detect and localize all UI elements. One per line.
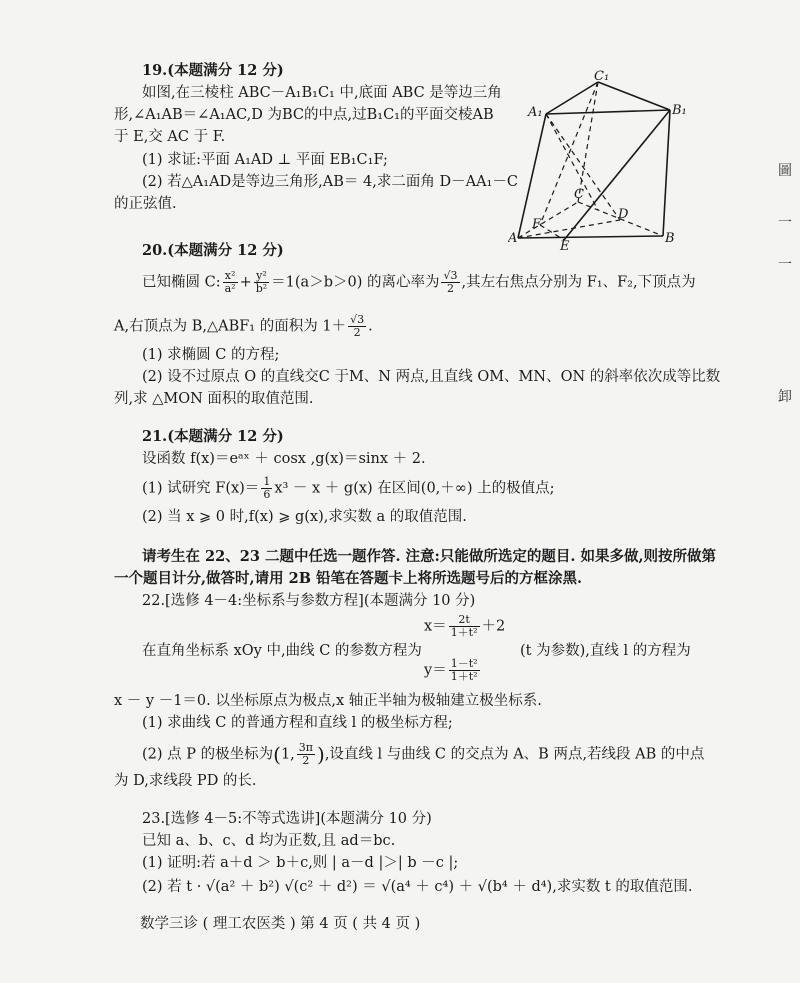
q22-part2-line2: 为 D,求线段 PD 的长. xyxy=(114,773,257,789)
edge-ab xyxy=(518,236,663,238)
q23-part1: (1) 证明:若 a＋d ＞ b＋c,则 | a－d |＞| b －c |; xyxy=(142,855,459,871)
q20-part2a: (2) 设不过原点 O 的直线交C 于M、N 两点,且直线 OM、MN、ON 的斜率依次成等比数 xyxy=(142,369,721,385)
ellipse-y-fraction: $\frac{\text{y²}}{\text{b²}}$ xyxy=(255,269,268,295)
q19-line1: 如图,在三棱柱 ABC－A₁B₁C₁ 中,底面 ABC 是等边三角 xyxy=(142,85,502,101)
q22-x-eq: x＝ $\frac{2t}{\text{1＋t²}}$ ＋2 xyxy=(424,613,506,639)
q22-title: 22.[选修 4－4:坐标系与参数方程](本题满分 10 分) xyxy=(142,593,476,609)
label-f: F xyxy=(532,217,542,232)
q19-part2a: (2) 若△A₁AD是等边三角形,AB＝ 4,求二面角 D－AA₁－C xyxy=(142,174,518,190)
x-param-fraction: $\frac{2t}{\text{1＋t²}}$ xyxy=(450,613,478,639)
q22-part1: (1) 求曲线 C 的普通方程和直线 l 的极坐标方程; xyxy=(142,715,453,731)
notice-line2: 一个题目计分,做答时,请用 2B 铅笔在答题卡上将所选题号后的方框涂黑. xyxy=(114,570,583,587)
eccentricity-fraction: $\frac{√3}{2}$ xyxy=(443,269,458,295)
q20-line1: 已知椭圆 C: $\frac{\text{x²}}{\text{a²}}$ + $\frac{\text{y²}}{\text{b²}}$ ＝1(a＞b＞0) 的离心率为 $\frac{√3}{2}$ ,其左右焦点分别为 F₁、F₂,下顶点为 xyxy=(142,269,696,295)
y-param-fraction: $\frac{\text{1－t²}}{\text{1＋t²}}$ xyxy=(450,657,478,683)
q22-param-note: (t 为参数),直线 l 的方程为 xyxy=(520,643,691,659)
q23-given: 已知 a、b、c、d 均为正数,且 ad＝bc. xyxy=(142,833,396,849)
q21-title: 21.(本题满分 12 分) xyxy=(142,428,284,445)
q19-part1: (1) 求证:平面 A₁AD ⊥ 平面 EB₁C₁F; xyxy=(142,152,388,168)
q20-part1: (1) 求椭圆 C 的方程; xyxy=(142,347,280,363)
q20-part2b: 列,求 △MON 面积的取值范围. xyxy=(114,391,314,407)
page-footer: 数学三诊 ( 理工农医类 ) 第 4 页 ( 共 4 页 ) xyxy=(140,916,421,932)
q19-part2b: 的正弦值. xyxy=(114,196,177,212)
label-c: C xyxy=(574,187,584,202)
label-c1: C₁ xyxy=(594,70,610,84)
q21-part2: (2) 当 x ⩾ 0 时,f(x) ⩾ g(x),求实数 a 的取值范围. xyxy=(142,509,467,525)
edge-c1b1 xyxy=(598,82,670,110)
q19-title: 19.(本题满分 12 分) xyxy=(142,62,284,79)
one-sixth-fraction: $\frac{1}{6}$ xyxy=(263,475,271,501)
label-a1: A₁ xyxy=(528,105,543,120)
q20-title: 20.(本题满分 12 分) xyxy=(142,242,284,259)
prism-diagram xyxy=(508,70,686,250)
area-fraction: $\frac{√3}{2}$ xyxy=(350,313,365,339)
side-mark-4: 卸 xyxy=(778,389,792,405)
side-mark-2: 一 xyxy=(778,215,792,231)
ellipse-x-fraction: $\frac{\text{x²}}{\text{a²}}$ xyxy=(224,269,236,295)
edge-a1b1 xyxy=(546,110,670,114)
q20-l1-pre: 已知椭圆 C: xyxy=(142,274,221,291)
edge-c1f xyxy=(540,82,598,225)
q22-y-eq: y＝ $\frac{\text{1－t²}}{\text{1＋t²}}$ xyxy=(424,657,478,683)
prism-figure xyxy=(508,70,686,250)
label-b: B xyxy=(665,231,675,246)
q19-line3: 于 E,交 AC 于 F. xyxy=(114,129,226,145)
q22-line2: x － y －1＝0. 以坐标原点为极点,x 轴正半轴为极轴建立极坐标系. xyxy=(114,693,542,709)
label-e: E xyxy=(560,239,570,250)
q21-given: 设函数 f(x)＝eᵃˣ ＋ cosx ,g(x)＝sinx ＋ 2. xyxy=(142,451,426,467)
label-a: A xyxy=(508,231,518,246)
edge-b1b xyxy=(663,110,670,236)
q21-part1: (1) 试研究 F(x)＝ $\frac{1}{6}$ x³ － x ＋ g(x) 在区间(0,＋∞) 上的极值点; xyxy=(142,475,555,501)
edge-a1c1 xyxy=(546,82,598,114)
q20-line2: A,右顶点为 B,△ABF₁ 的面积为 1＋ $\frac{√3}{2}$ . xyxy=(114,313,373,339)
label-d: D xyxy=(618,207,629,222)
q19-line2: 形,∠A₁AB＝∠A₁AC,D 为BC的中点,过B₁C₁的平面交棱AB xyxy=(114,107,494,123)
q22-intro: 在直角坐标系 xOy 中,曲线 C 的参数方程为 xyxy=(142,643,422,659)
edge-a1d xyxy=(546,114,620,220)
three-pi-over-two-fraction: $\frac{3\pi}{2}$ xyxy=(298,741,314,767)
q23-title: 23.[选修 4－5:不等式选讲](本题满分 10 分) xyxy=(142,811,432,827)
q23-part2: (2) 若 t · √(a² ＋ b²) √(c² ＋ d²) ＝ √(a⁴ ＋ c⁴) ＋ √(b⁴ ＋ d⁴),求实数 t 的取值范围. xyxy=(142,879,693,895)
notice-line1: 请考生在 22、23 二题中任选一题作答. 注意:只能做所选定的题目. 如果多做,则按所做第 xyxy=(142,548,717,565)
q22-part2: (2) 点 P 的极坐标为(1, $\frac{3\pi}{2}$ ),设直线 l 与曲线 C 的交点为 A、B 两点,若线段 AB 的中点 xyxy=(142,741,705,767)
side-mark-3: 一 xyxy=(778,257,792,273)
label-b1: B₁ xyxy=(672,103,686,118)
side-mark-1: 圖 xyxy=(778,163,792,179)
